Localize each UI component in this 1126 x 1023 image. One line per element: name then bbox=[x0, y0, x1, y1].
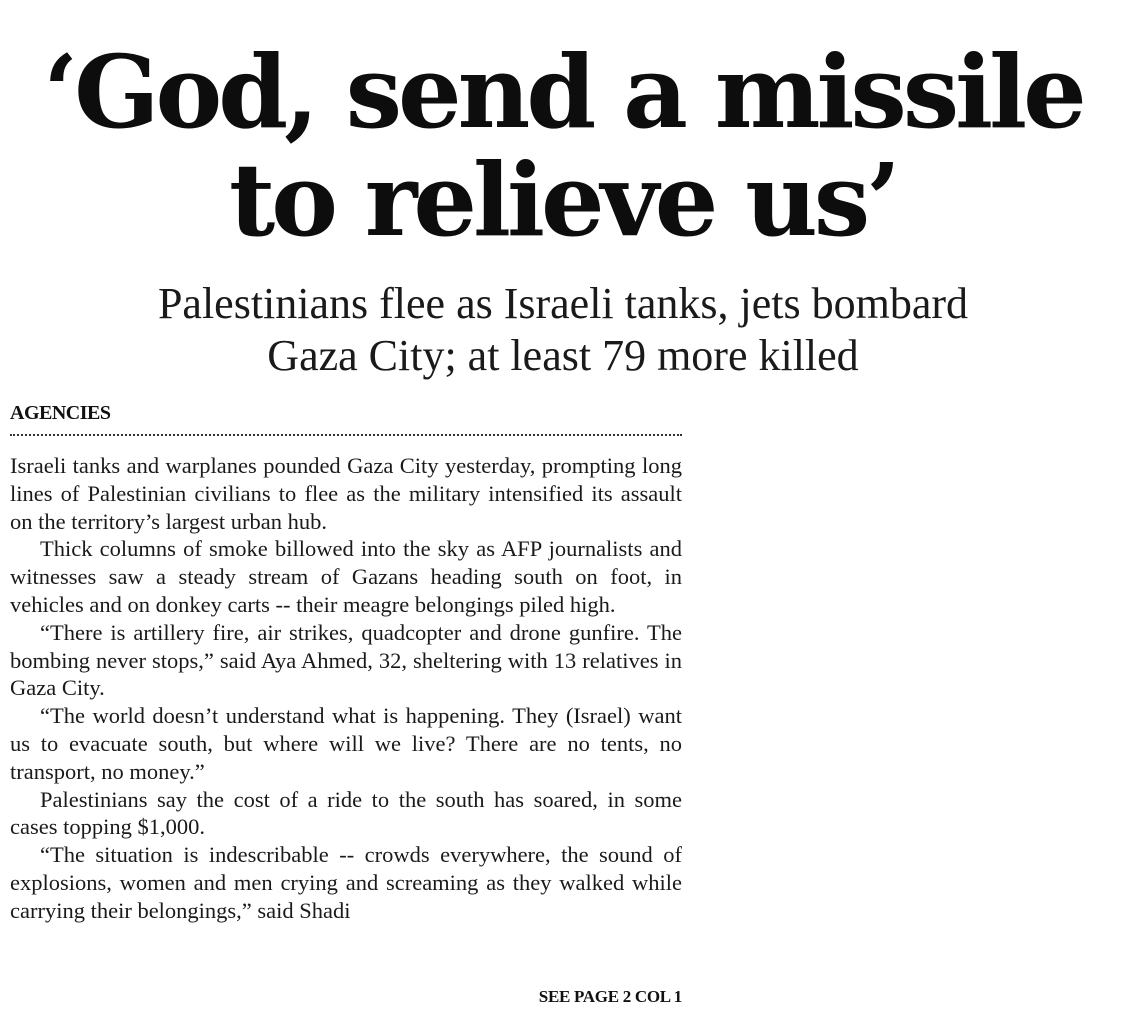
headline-line-1: ‘God, send a missile bbox=[43, 33, 1083, 151]
subheadline-line-1: Palestinians flee as Israeli tanks, jets bombard bbox=[157, 279, 969, 328]
byline: AGENCIES bbox=[10, 400, 682, 436]
article-paragraph-5: Palestinians say the cost of a ride to the south has soared, in some cases topping $1,000. bbox=[10, 786, 682, 840]
continued-on-page-link: SEE PAGE 2 COL 1 bbox=[538, 987, 682, 1006]
article-paragraph-1: Israeli tanks and warplanes pounded Gaza City yesterday, prompting long lines of Palestinian civilians to flee as the military intensified its assault on the territory’s largest urban hub. bbox=[10, 453, 682, 534]
article-paragraph-3: “There is artillery fire, air strikes, quadcopter and drone gunfire. The bombing never stops,” said Aya Ahmed, 32, sheltering with 13 relatives in Gaza City. bbox=[10, 619, 682, 701]
subheadline bbox=[0, 278, 1126, 382]
subheadline-line-2: Gaza City; at least 79 more killed bbox=[267, 331, 859, 380]
article-paragraph-6: “The situation is indescribable -- crowds everywhere, the sound of explosions, women and men crying and screaming as they walked while carrying their belongings,” said Shadi bbox=[10, 842, 682, 923]
article-paragraph-4: “The world doesn’t understand what is happening. They (Israel) want us to evacuate south, but where will we live? There are no tents, no transport, no money.” bbox=[10, 703, 682, 784]
article-body bbox=[10, 452, 682, 925]
article-paragraph-2: Thick columns of smoke billowed into the sky as AFP journalists and witnesses saw a steady stream of Gazans heading south on foot, in vehicles and on donkey carts -- their meagre belongings piled high. bbox=[10, 536, 682, 617]
headline bbox=[0, 33, 1126, 259]
headline-line-2: to relieve us’ bbox=[229, 141, 897, 259]
